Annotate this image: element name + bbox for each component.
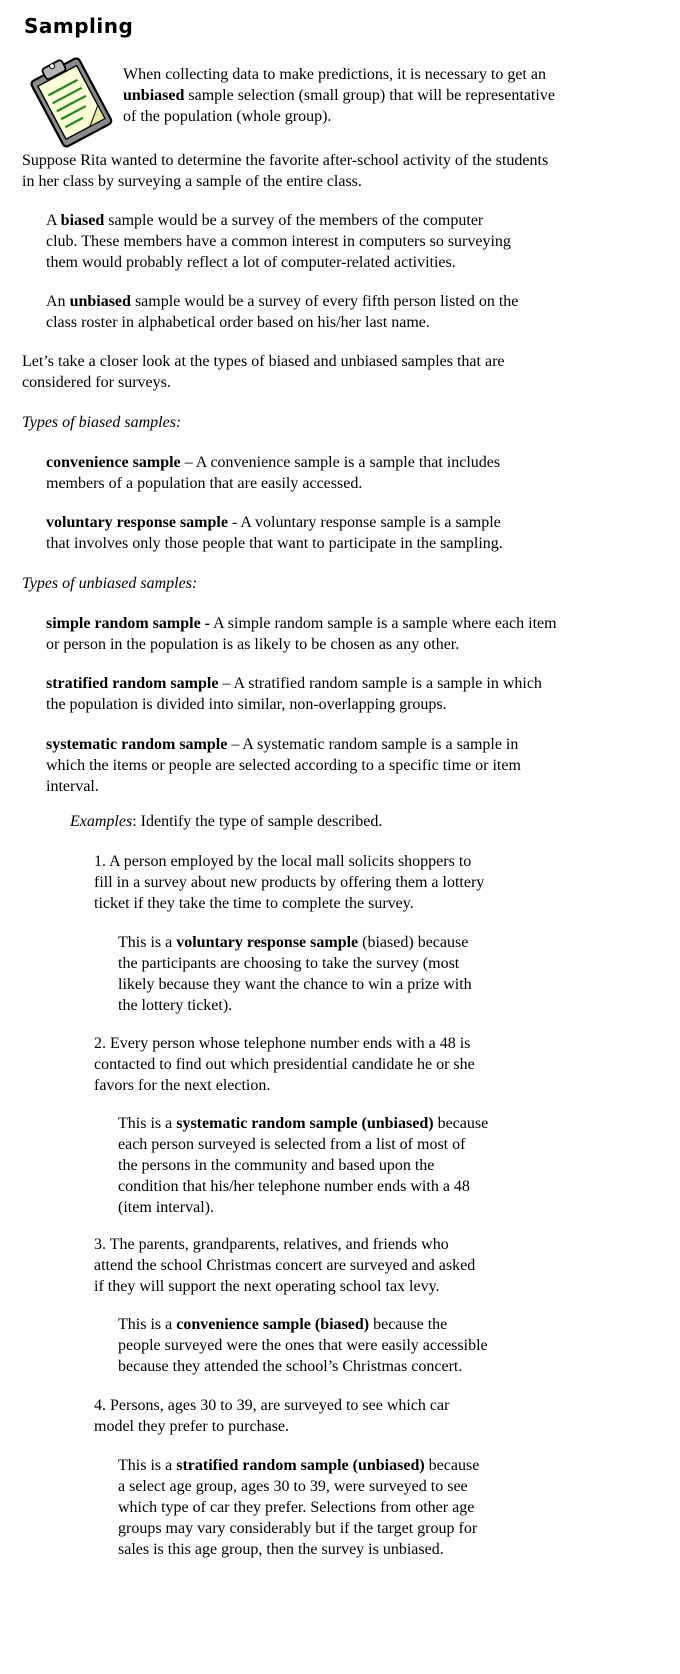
example-1-answer-line-1: (biased) because: [358, 934, 469, 951]
convenience-term: convenience sample: [46, 454, 181, 471]
biased-example-line-3: them would probably reflect a lot of computer-related activities.: [46, 254, 456, 271]
example-3-line-2: attend the school Christmas concert are surveyed and asked: [94, 1257, 476, 1274]
example-1-answer-type: voluntary response sample: [176, 934, 359, 951]
biased-example-prefix: A: [46, 212, 61, 229]
systematic-line-3: interval.: [46, 778, 99, 795]
voluntary-term: voluntary response sample: [46, 514, 228, 531]
example-4-answer-line-2: a select age group, ages 30 to 39, were surveyed to see: [118, 1478, 468, 1495]
biased-term: biased: [60, 212, 105, 229]
biased-types-heading: Types of biased samples:: [22, 414, 182, 431]
example-1-line-1: 1. A person employed by the local mall solicits shoppers to: [94, 853, 472, 870]
example-4-answer-type: stratified random sample (unbiased): [176, 1457, 425, 1474]
example-3-answer-line-2: people surveyed were the ones that were easily accessible: [118, 1337, 488, 1354]
example-1-answer: [118, 932, 472, 1016]
unbiased-example-prefix: An: [46, 293, 70, 310]
example-1-question: [94, 851, 484, 914]
example-2-answer: [118, 1113, 488, 1218]
stratified-term: stratified random sample: [46, 675, 219, 692]
simple-random-line-2: or person in the population is as likely to be chosen as any other.: [46, 636, 460, 653]
example-1-line-3: ticket if they take the time to complete the survey.: [94, 895, 414, 912]
voluntary-line-1: - A voluntary response sample is a sample: [227, 514, 501, 531]
systematic-definition: [46, 734, 521, 797]
unbiased-term: unbiased: [69, 293, 131, 310]
example-2-answer-line-2: each person surveyed is selected from a list of most of: [118, 1136, 466, 1153]
example-4-answer-line-5: sales is this age group, then the survey is unbiased.: [118, 1541, 444, 1558]
unbiased-example-line-1: sample would be a survey of every fifth person listed on the: [130, 293, 519, 310]
example-4-answer-line-4: groups may vary considerably but if the target group for: [118, 1520, 478, 1537]
intro-paragraph: [123, 64, 643, 127]
closer-look-line-2: considered for surveys.: [22, 374, 171, 391]
biased-example-line-1: sample would be a survey of the members of the computer: [104, 212, 484, 229]
systematic-line-2: which the items or people are selected according to a specific time or item: [46, 757, 521, 774]
example-3-answer: [118, 1314, 488, 1377]
example-2-line-3: favors for the next election.: [94, 1077, 271, 1094]
example-4-answer-line-3: which type of car they prefer. Selections from other age: [118, 1499, 475, 1516]
example-3-answer-type: convenience sample (biased): [176, 1316, 370, 1333]
example-2-answer-line-4: condition that his/her telephone number ends with a 48: [118, 1178, 470, 1195]
rita-line-1: Suppose Rita wanted to determine the favorite after-school activity of the students: [22, 152, 549, 169]
example-4-line-1: 4. Persons, ages 30 to 39, are surveyed to see which car: [94, 1397, 450, 1414]
convenience-definition: [46, 452, 500, 494]
example-2-answer-line-3: the persons in the community and based upon the: [118, 1157, 435, 1174]
biased-example-line-2: club. These members have a common interest in computers so surveying: [46, 233, 511, 250]
intro-line-2: sample selection (small group) that will be representative: [184, 87, 555, 104]
example-2-answer-line-5: (item interval).: [118, 1199, 214, 1216]
example-3-line-1: 3. The parents, grandparents, relatives, and friends who: [94, 1236, 449, 1253]
example-4-question: [94, 1395, 449, 1437]
example-1-answer-prefix: This is a: [118, 934, 177, 951]
closer-look-paragraph: [22, 351, 505, 393]
stratified-line-1: – A stratified random sample is a sample in which: [218, 675, 542, 692]
intro-unbiased-term: unbiased: [123, 87, 185, 104]
intro-line-3: of the population (whole group).: [123, 108, 332, 125]
clipboard-icon: [24, 52, 116, 148]
example-2-answer-prefix: This is a: [118, 1115, 177, 1132]
example-3-line-3: if they will support the next operating school tax levy.: [94, 1278, 440, 1295]
example-1-answer-line-2: the participants are choosing to take the survey (most: [118, 955, 460, 972]
example-4-line-2: model they prefer to purchase.: [94, 1418, 290, 1435]
voluntary-definition: [46, 512, 503, 554]
rita-paragraph: [22, 150, 548, 192]
unbiased-example-paragraph: [46, 291, 518, 333]
example-2-question: [94, 1033, 475, 1096]
unbiased-example-line-2: class roster in alphabetical order based on his/her last name.: [46, 314, 430, 331]
examples-instruction: : Identify the type of sample described.: [132, 813, 383, 830]
example-2-line-1: 2. Every person whose telephone number ends with a 48 is: [94, 1035, 471, 1052]
convenience-line-1: – A convenience sample is a sample that includes: [180, 454, 501, 471]
examples-heading: [70, 811, 382, 832]
simple-random-line-1: A simple random sample is a sample where each item: [210, 615, 557, 632]
systematic-line-1: – A systematic random sample is a sample in: [227, 736, 519, 753]
example-1-answer-line-4: the lottery ticket).: [118, 997, 233, 1014]
closer-look-line-1: Let’s take a closer look at the types of biased and unbiased samples that are: [22, 353, 505, 370]
simple-random-term: simple random sample -: [46, 615, 210, 632]
stratified-definition: [46, 673, 542, 715]
page-title: Sampling: [24, 14, 134, 38]
simple-random-definition: [46, 613, 557, 655]
unbiased-types-heading: Types of unbiased samples:: [22, 575, 198, 592]
example-3-question: [94, 1234, 475, 1297]
example-2-line-2: contacted to find out which presidential candidate he or she: [94, 1056, 475, 1073]
intro-line-1: When collecting data to make predictions, it is necessary to get an: [123, 66, 546, 83]
example-3-answer-line-1: because the: [369, 1316, 448, 1333]
examples-label: Examples: [70, 813, 133, 830]
rita-line-2: in her class by surveying a sample of the entire class.: [22, 173, 362, 190]
example-3-answer-line-3: because they attended the school’s Christmas concert.: [118, 1358, 463, 1375]
example-2-answer-type: systematic random sample (unbiased): [176, 1115, 434, 1132]
example-1-line-2: fill in a survey about new products by offering them a lottery: [94, 874, 485, 891]
systematic-term: systematic random sample: [46, 736, 228, 753]
example-4-answer-prefix: This is a: [118, 1457, 177, 1474]
stratified-line-2: the population is divided into similar, non-overlapping groups.: [46, 696, 447, 713]
example-4-answer: [118, 1455, 479, 1560]
example-2-answer-line-1: because: [433, 1115, 489, 1132]
convenience-line-2: members of a population that are easily accessed.: [46, 475, 363, 492]
example-4-answer-line-1: because: [424, 1457, 480, 1474]
biased-example-paragraph: [46, 210, 511, 273]
voluntary-line-2: that involves only those people that want to participate in the sampling.: [46, 535, 503, 552]
example-3-answer-prefix: This is a: [118, 1316, 177, 1333]
example-1-answer-line-3: likely because they want the chance to win a prize with: [118, 976, 472, 993]
